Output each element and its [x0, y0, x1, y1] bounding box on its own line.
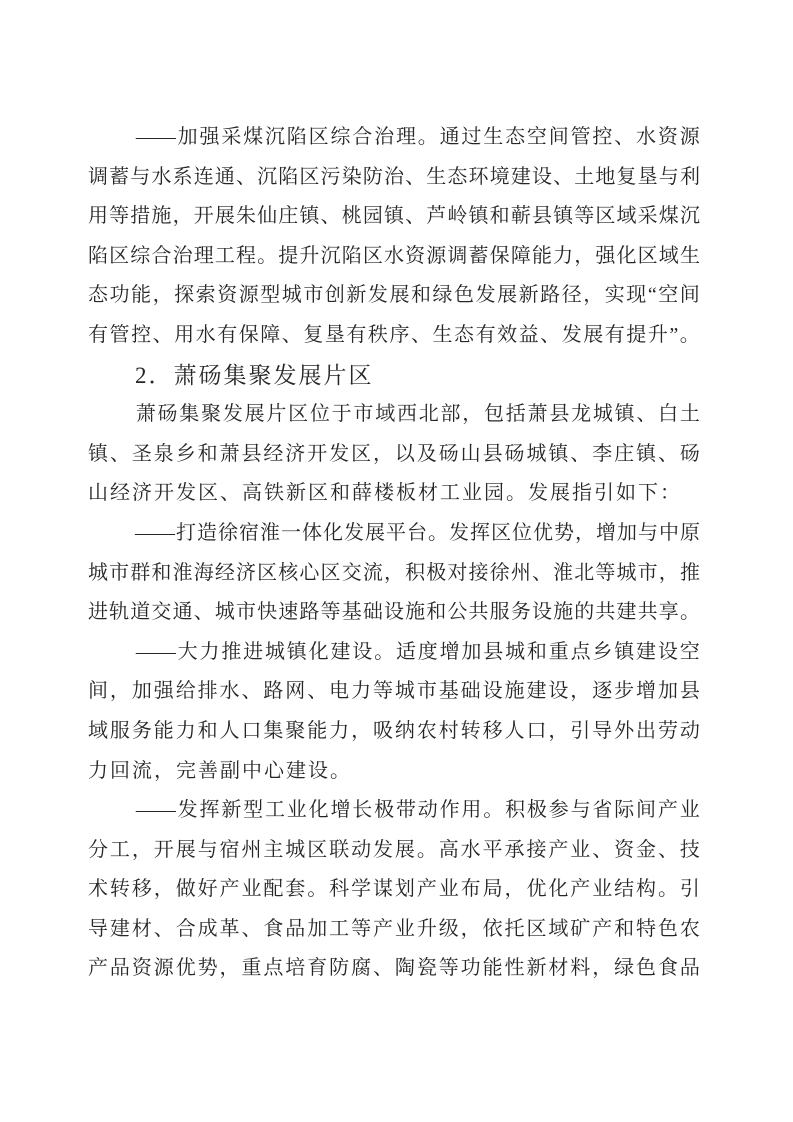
text-line: 陷 区 综 合 治 理 工 程 。 提 升 沉 陷 区 水 资 源 调 蓄 保 障 能 力 ， 强 化 区 域 生	[88, 244, 700, 267]
text-line: 态 功 能 ， 探 索 资 源 型 城 市 创 新 发 展 和 绿 色 发 展 新 路 径 ， 实 现 “ 空 间	[88, 284, 700, 307]
text-line: 术 转 移 ， 做 好 产 业 配 套 。 科 学 谋 划 产 业 布 局 ， 优 化 产 业 结 构 。 引	[88, 878, 700, 901]
document-body	[88, 118, 700, 989]
text-line: —— 发 挥 新 型 工 业 化 增 长 极 带 动 作 用 。 积 极 参 与 省 际 间 产 业	[135, 799, 700, 822]
section-heading: 2．萧砀集聚发展片区	[135, 362, 374, 388]
text-line: 调 蓄 与 水 系 连 通 、 沉 陷 区 污 染 防 治 、 生 态 环 境 建 设 、 土 地 复 垦 与 利	[88, 165, 700, 188]
text-line: 镇 、 圣 泉 乡 和 萧 县 经 济 开 发 区 ， 以 及 砀 山 县 砀 城 镇 、 李 庄 镇 、 砀	[88, 442, 700, 465]
text-line: 力回流，完善副中心建设。	[88, 759, 352, 782]
text-line: 有 管 控 、 用 水 有 保 障 、 复 垦 有 秩 序 、 生 态 有 效 益 、 发 展 有 提 升 ” 。	[88, 323, 700, 346]
text-line: —— 加 强 采 煤 沉 陷 区 综 合 治 理 。 通 过 生 态 空 间 管 控 、 水 资 源	[135, 126, 700, 148]
text-line: 间 ， 加 强 给 排 水 、 路 网 、 电 力 等 城 市 基 础 设 施 建 设 ， 逐 步 增 加 县	[88, 680, 700, 703]
text-line: 进 轨 道 交 通 、 城 市 快 速 路 等 基 础 设 施 和 公 共 服 务 设 施 的 共 建 共 享 。	[88, 601, 700, 624]
text-line: —— 大 力 推 进 城 镇 化 建 设 。 适 度 增 加 县 城 和 重 点 乡 镇 建 设 空	[135, 640, 700, 663]
text-line: 城 市 群 和 淮 海 经 济 区 核 心 区 交 流 ， 积 极 对 接 徐 州 、 淮 北 等 城 市 ， 推	[88, 561, 700, 584]
text-line: 分 工 ， 开 展 与 宿 州 主 城 区 联 动 发 展 。 高 水 平 承 接 产 业 、 资 金 、 技	[88, 838, 700, 861]
text-line: 导 建 材 、 合 成 革 、 食 品 加 工 等 产 业 升 级 ， 依 托 区 域 矿 产 和 特 色 农	[88, 917, 700, 940]
text-line: 用 等 措 施 ， 开 展 朱 仙 庄 镇 、 桃 园 镇 、 芦 岭 镇 和 蕲 县 镇 等 区 域 采 煤 沉	[88, 205, 700, 228]
text-line: 萧 砀 集 聚 发 展 片 区 位 于 市 域 西 北 部 ， 包 括 萧 县 龙 城 镇 、 白 土	[135, 403, 700, 426]
text-line: —— 打 造 徐 宿 淮 一 体 化 发 展 平 台 。 发 挥 区 位 优 势 ， 增 加 与 中 原	[135, 521, 700, 544]
text-line: 域 服 务 能 力 和 人 口 集 聚 能 力 ， 吸 纳 农 村 转 移 人 口 ， 引 导 外 出 劳 动	[88, 719, 700, 742]
text-line: 产 品 资 源 优 势 ， 重 点 培 育 防 腐 、 陶 瓷 等 功 能 性 新 材 料 ， 绿 色 食 品	[88, 957, 700, 980]
text-line: 山经济开发区、高铁新区和薛楼板材工业园。发展指引如下：	[88, 482, 682, 505]
